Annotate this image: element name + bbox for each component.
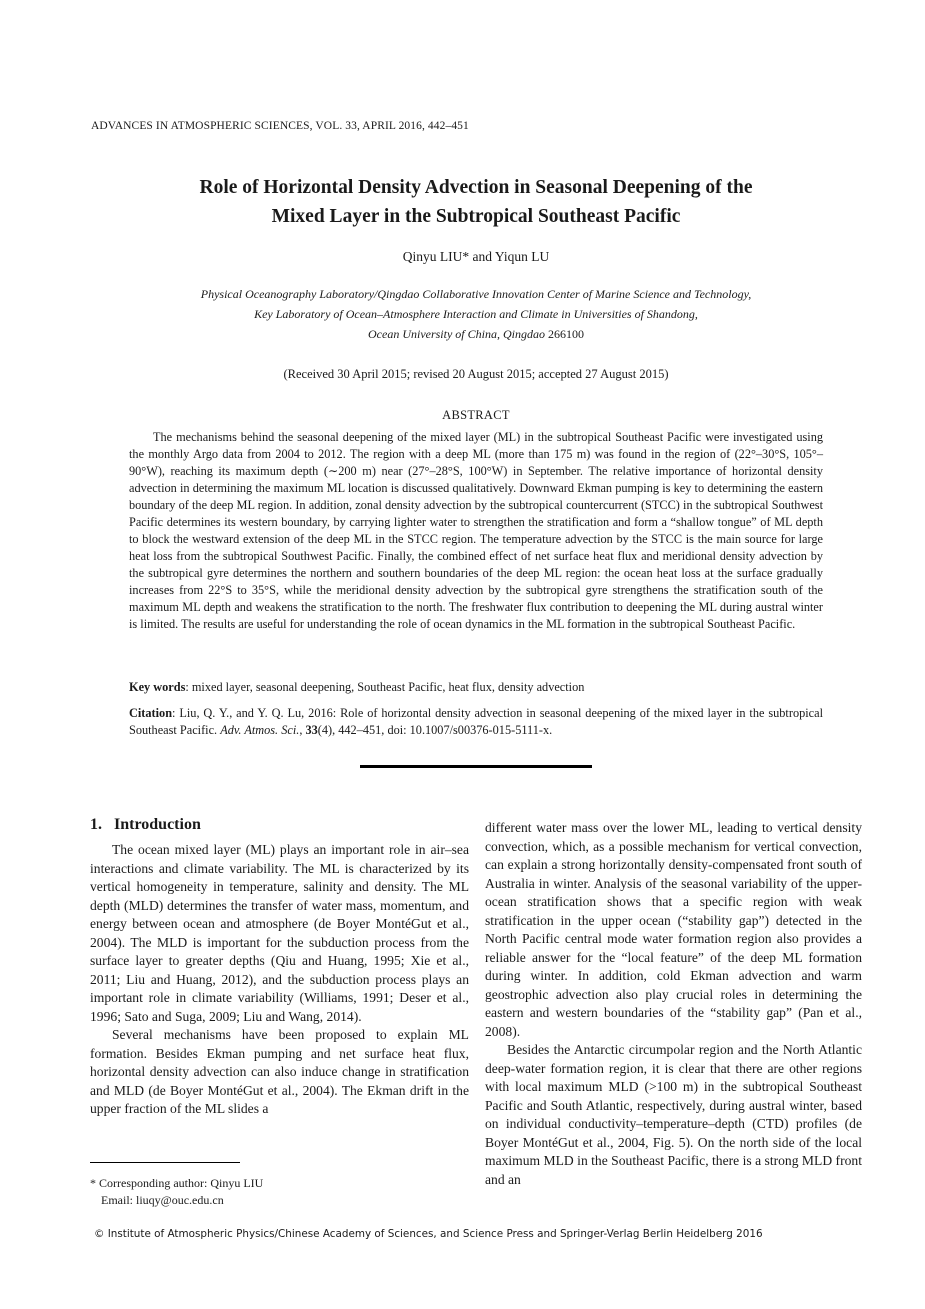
citation-text-a: : Liu, Q. Y., and Y. Q. Lu, 2016: Role of horizontal density advection in seasonal deepening of the mixed layer in the subtropical Southeast Pacific. (129, 706, 823, 737)
section-number: 1. (90, 816, 102, 833)
citation-volume: 33 (305, 723, 318, 737)
journal-header: ADVANCES IN ATMOSPHERIC SCIENCES, VOL. 33, APRIL 2016, 442–451 (91, 120, 469, 132)
citation-text-b: , (299, 723, 306, 737)
keywords-text: : mixed layer, seasonal deepening, Southeast Pacific, heat flux, density advection (185, 680, 585, 694)
left-column (90, 816, 469, 1119)
title-line-2: Mixed Layer in the Subtropical Southeast Pacific (271, 206, 681, 227)
keywords (129, 679, 823, 696)
section-title: Introduction (114, 816, 201, 833)
section-divider (360, 765, 592, 768)
footnote-divider (90, 1162, 240, 1163)
affiliation-postal-code: 266100 (544, 327, 584, 341)
right-column (485, 819, 862, 1189)
citation-text-c: (4), 442–451, doi: 10.1007/s00376-015-5111-x. (317, 723, 553, 737)
abstract-body: The mechanisms behind the seasonal deepening of the mixed layer (ML) in the subtropical Southeast Pacific were investigated using the monthly Argo data from 2004 to 2012. The region with a deep ML (more than 175 m) was found in the region of (22°–30°S, 105°–90°W), reaching its maximum depth (∼200 m) near (27°–28°S, 100°W) in September. The relative importance of horizontal density advection in determining the maximum ML location is discussed qualitatively. Downward Ekman pumping is key to determining the eastern boundary of the deep ML region. In addition, zonal density advection by the subtropical countercurrent (STCC) in the subtropical Southwest Pacific determines its western boundary, by carrying lighter water to strengthen the stratification and form a “shallow tongue” of ML depth to block the westward extension of the deep ML in the STCC region. The temperature advection by the STCC is the main source for large heat loss from the subtropical Southwest Pacific. Finally, the combined effect of net surface heat flux and meridional density advection by the subtropical gyre determines the northern and southern boundaries of the deep ML region: the ocean heat loss at the surface gradually increases from 22°S to 35°S, while the meridional density advection by the subtropical gyre strengthens the stratification south of the maximum ML depth and weakens the stratification to the north. The freshwater flux contribution to deepening the ML during austral winter is limited. The results are useful for understanding the role of ocean dynamics in the ML formation in the subtropical Southeast Pacific. (129, 430, 823, 631)
intro-paragraph-4: Besides the Antarctic circumpolar region and the North Atlantic deep-water formation region, it is clear that there are other regions with local maximum MLD (>100 m) in the subtropical Southeast Pacific and South Atlantic, respectively, during austral winter, based on individual conductivity–temperature–depth (CTD) profiles (de Boyer MontéGut et al., 2004, Fig. 5). On the north side of the local maximum MLD in the Southeast Pacific, there is a strong MLD front and an (485, 1042, 862, 1187)
paper-title (120, 173, 832, 231)
footnote (90, 1175, 263, 1209)
footnote-email: Email: liuqy@ouc.edu.cn (101, 1193, 224, 1207)
intro-paragraph-2: Several mechanisms have been proposed to explain ML formation. Besides Ekman pumping and net surface heat flux, horizontal density advection can also induce change in stratification and MLD (de Boyer MontéGut et al., 2004). The Ekman drift in the upper fraction of the ML slides a (90, 1027, 469, 1116)
citation-journal: Adv. Atmos. Sci. (220, 723, 300, 737)
keywords-label: Key words (129, 680, 186, 694)
received-dates: (Received 30 April 2015; revised 20 August 2015; accepted 27 August 2015) (283, 367, 669, 381)
abstract-heading: ABSTRACT (442, 408, 510, 422)
title-line-1: Role of Horizontal Density Advection in Seasonal Deepening of the (199, 177, 753, 198)
authors: Qinyu LIU* and Yiqun LU (402, 249, 550, 264)
citation-label: Citation (129, 706, 173, 720)
footnote-corresponding-author: * Corresponding author: Qinyu LIU (90, 1176, 264, 1190)
affiliation (120, 284, 832, 344)
intro-paragraph-1: The ocean mixed layer (ML) plays an important role in air–sea interactions and climate variability. The ML is characterized by its vertical homogeneity in temperature, salinity and density. The ML depth (MLD) determines the transfer of water mass, momentum, and energy between ocean and atmosphere (de Boyer MontéGut et al., 2004). The MLD is important for the subduction process from the surface layer to greater depths (Qiu and Huang, 1995; Xie et al., 2011; Liu and Huang, 2012), and the subduction process plays an important role in climate variability (Williams, 1991; Deser et al., 1996; Sato and Suga, 2009; Liu and Wang, 2014). (90, 842, 469, 1024)
affiliation-line-3: Ocean University of China, Qingdao (368, 327, 545, 341)
affiliation-line-1: Physical Oceanography Laboratory/Qingdao Collaborative Innovation Center of Marine Science and Technology, (200, 287, 752, 301)
citation (129, 705, 823, 739)
affiliation-line-2: Key Laboratory of Ocean–Atmosphere Interaction and Climate in Universities of Shandong, (254, 307, 698, 321)
section-heading (90, 816, 469, 834)
intro-paragraph-3: different water mass over the lower ML, leading to vertical density convection, which, as a possible mechanism for vertical convection, can explain a strong horizontally density-compensated front south of Australia in winter. Analysis of the seasonal variability of the upper-ocean stratification shows that a specific region with weak stratification in the upper ocean (“stability gap”) detected in the North Pacific central mode water formation region also provides a reliable answer for the “local feature” of the deep ML formation during winter. In addition, cold Ekman advection and warm geostrophic advection also play crucial roles in determining the eastern and western boundaries of the “stability gap” (Pan et al., 2008). (485, 820, 862, 1039)
copyright-notice: © Institute of Atmospheric Physics/Chinese Academy of Sciences, and Science Press and Springer-Verlag Berlin Heidelberg 2016 (94, 1228, 763, 1240)
